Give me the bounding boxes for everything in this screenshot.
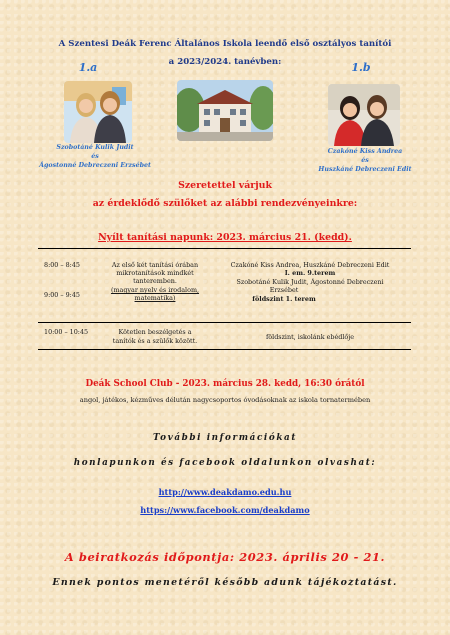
row2-desc-1: Kötetlen beszélgetés a [118,328,192,336]
class-a-and: és [91,153,99,160]
row2-desc-2: tanítók és a szülők között. [112,337,198,345]
class-b-and: és [361,157,369,164]
row1-desc-2: mikrotanítások mindkét [116,269,194,277]
row1-loc-3: Szobotáné Kulik Judit, Ágostonné Debreczeni [236,278,384,286]
enrollment-heading: A beiratkozás időpontja: 2023. április 20 - 21. [64,550,386,564]
row2-time: 10:00 – 10:45 [44,328,89,336]
class-b-teacher1: Czakóné Kiss Andrea [327,148,403,155]
more-info-line2: honlapunkon és facebook oldalunkon olvashat: [73,458,377,468]
class-a-label: 1.a [78,61,98,74]
class-a-teacher1: Szobotáné Kulik Judit [56,144,134,151]
class-b-label: 1.b [351,61,371,74]
club-desc: angol, játékos, kézműves délután nagycsoportos óvodásoknak az iskola tornatermében [79,396,371,404]
row1-time-a: 8:00 – 8:45 [44,261,80,269]
table-divider [38,322,411,323]
facebook-link[interactable]: https://www.facebook.com/deakdamo [140,505,310,515]
row1-loc-1: Czakóné Kiss Andrea, Huszkáné Debreczeni Edit [230,261,390,269]
school-building-photo [177,80,273,141]
row1-desc-4: (magyar nyelv és irodalom, [110,286,200,294]
class-a-teachers-photo [64,81,132,143]
row1-desc-5: matematika) [134,294,176,302]
row1-time-b: 9:00 – 9:45 [44,291,80,299]
more-info-line1: További információkat [153,433,297,443]
row2-loc: földszint, iskolánk ebédlője [265,333,355,341]
row1-loc-2: I. em. 9.terem [284,269,336,277]
header-title-line2: a 2023/2024. tanévben: [168,57,282,67]
header-title-line1: A Szentesi Deák Ferenc Általános Iskola leendő első osztályos tanítói [58,39,392,49]
club-heading: Deák School Club - 2023. március 28. kedd, 16:30 órától [85,379,365,389]
open-day-heading: Nyílt tanítási napunk: 2023. március 21. (kedd). [98,232,352,243]
invite-line1: Szeretettel várjuk [178,180,272,191]
enrollment-note: Ennek pontos menetéről később adunk tájékoztatást. [52,577,398,588]
row1-loc-5: földszint 1. terem [252,295,316,303]
invite-line2: az érdeklődő szülőket az alábbi rendezvényeinkre: [92,198,358,209]
class-a-teacher2: Ágostonné Debreczeni Erzsébet [39,162,151,169]
website-link[interactable]: http://www.deakdamo.edu.hu [158,487,292,497]
class-b-teacher2: Huszkáné Debreczeni Edit [318,166,412,173]
row1-desc-3: tanteremben. [133,277,177,285]
row1-loc-4: Erzsébet [269,286,299,294]
row1-desc-1: Az első két tanítási órában [111,261,199,269]
schedule-table [38,248,411,350]
class-b-teachers-photo [328,84,400,146]
